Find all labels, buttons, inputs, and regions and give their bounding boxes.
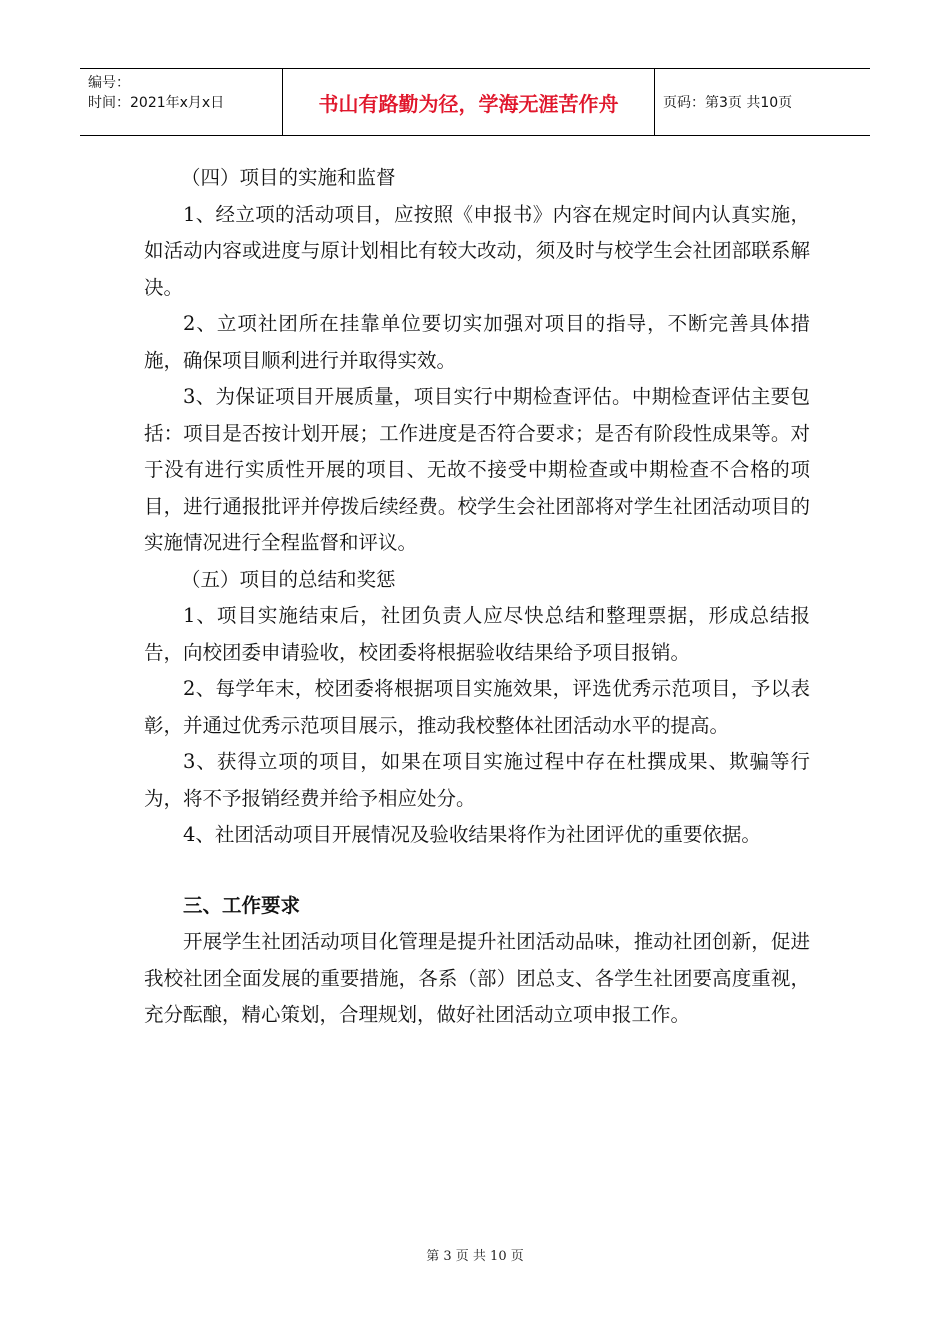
part-3-paragraph: 开展学生社团活动项目化管理是提升社团活动品味，推动社团创新，促进我校社团全面发展的重要措施，各系（部）团总支、各学生社团要高度重视，充分酝酿，精心策划，合理规划，做好社团活动立项申报工作。 xyxy=(144,930,810,1026)
document-number-label: 编号： xyxy=(88,75,130,91)
section-4-title: （四）项目的实施和监督 xyxy=(181,166,396,189)
document-time: 时间：2021年x月x日 xyxy=(88,95,225,111)
part-3-heading: 三、工作要求 xyxy=(183,893,301,917)
section-5-item-2: 2、每学年末，校团委将根据项目实施效果，评选优秀示范项目，予以表彰，并通过优秀示范项目展示，推动我校整体社团活动水平的提高。 xyxy=(144,677,810,737)
section-5-item-4: 4、社团活动项目开展情况及验收结果将作为社团评优的重要依据。 xyxy=(183,823,761,846)
document-body xyxy=(144,160,810,1034)
header-page-info: 页码：第3页 共10页 xyxy=(663,95,793,111)
header-meta xyxy=(80,69,283,135)
section-5-title: （五）项目的总结和奖惩 xyxy=(181,567,396,591)
section-4-item-2: 2、立项社团所在挂靠单位要切实加强对项目的指导，不断完善具体措施，确保项目顺利进行并取得实效。 xyxy=(144,312,810,372)
section-4-item-1: 1、经立项的活动项目，应按照《申报书》内容在规定时间内认真实施，如活动内容或进度与原计划相比有较大改动，须及时与校学生会社团部联系解决。 xyxy=(144,202,810,299)
page-footer: 第 3 页 共 10 页 xyxy=(426,1249,524,1264)
section-5-item-1: 1、项目实施结束后，社团负责人应尽快总结和整理票据，形成总结报告，向校团委申请验收，校团委将根据验收结果给予项目报销。 xyxy=(144,604,810,664)
header-motto: 书山有路勤为径，学海无涯苦作舟 xyxy=(283,69,655,135)
section-4-item-3: 3、为保证项目开展质量，项目实行中期检查评估。中期检查评估主要包括：项目是否按计划开展；工作进度是否符合要求；是否有阶段性成果等。对于没有进行实质性开展的项目、无故不接受中期检查或中期检查不合格的项目，进行通报批评并停拨后续经费。校学生会社团部将对学生社团活动项目的实施情况进行全程监督和评议。 xyxy=(144,385,810,554)
page-header xyxy=(80,68,870,136)
section-5-item-3: 3、获得立项的项目，如果在项目实施过程中存在杜撰成果、欺骗等行为，将不予报销经费并给予相应处分。 xyxy=(144,750,810,810)
